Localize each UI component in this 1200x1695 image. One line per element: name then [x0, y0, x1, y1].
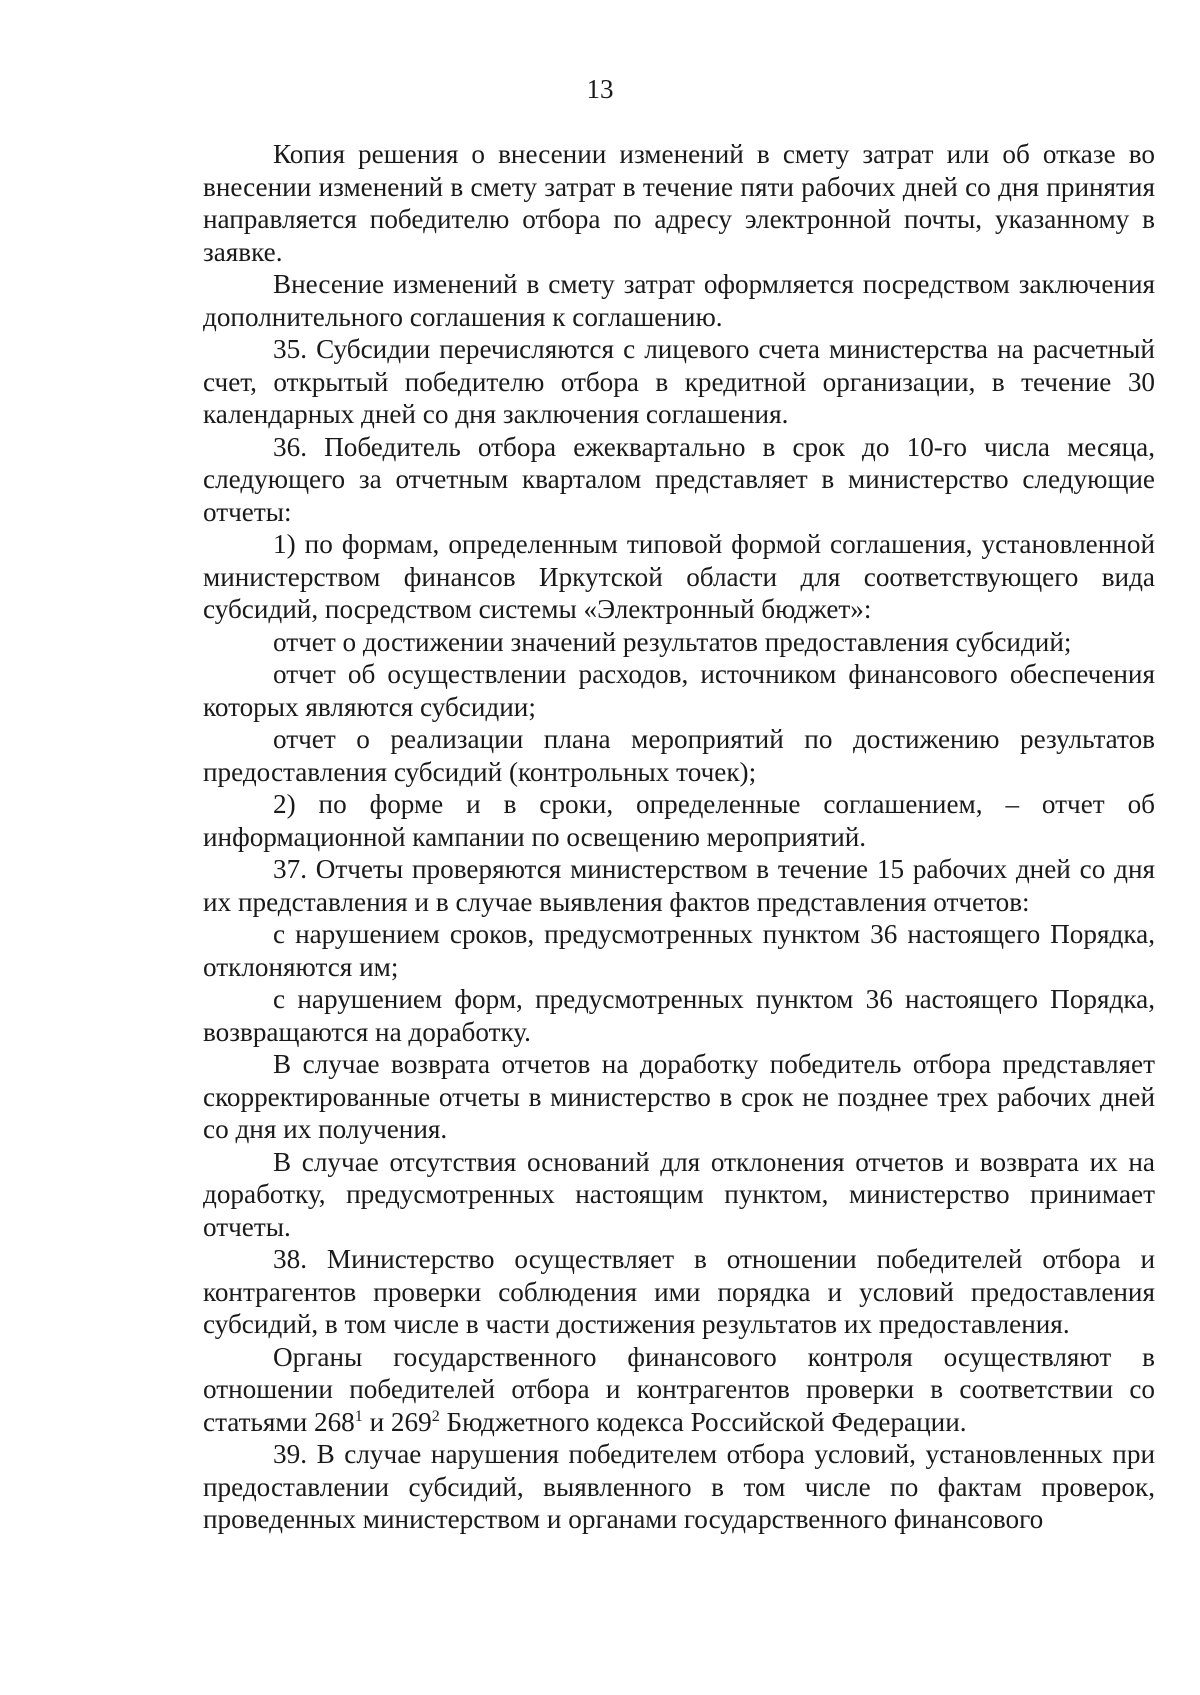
paragraph-acceptance: В случае отсутствия оснований для отклонения отчетов и возврата их на доработку, предусмотренных настоящим пунктом, министерство принимает отчеты. [203, 1146, 1155, 1242]
paragraph-report-plan: отчет о реализации плана мероприятий по достижению результатов предоставления субсидий (контрольных точек); [203, 724, 1155, 787]
paragraph-35: 35. Субсидии перечисляются с лицевого счета министерства на расчетный счет, открытый победителю отбора в кредитной организации, в течение 30 календарных дней со дня заключения соглашения. [203, 334, 1155, 429]
paragraph-financial-control [203, 1341, 1155, 1439]
paragraph-36-item-2: 2) по форме и в сроки, определенные соглашением, – отчет об информационной кампании по освещению мероприятий. [203, 789, 1155, 852]
paragraph-form-violation: с нарушением форм, предусмотренных пунктом 36 настоящего Порядка, возвращаются на доработку. [203, 984, 1155, 1047]
paragraph-deadline-violation: с нарушением сроков, предусмотренных пунктом 36 настоящего Порядка, отклоняются им; [203, 919, 1155, 982]
paragraph-38: 38. Министерство осуществляет в отношении победителей отбора и контрагентов проверки соблюдения ими порядка и условий предоставления субсидий, в том числе в части достижения результатов их предоставления. [203, 1244, 1155, 1339]
article-ref-268: 268 [313, 1406, 355, 1437]
paragraph-estimate-amendment: Внесение изменений в смету затрат оформляется посредством заключения дополнительного соглашения к соглашению. [203, 269, 1155, 332]
paragraph-return-for-revision: В случае возврата отчетов на доработку победитель отбора представляет скорректированные отчеты в министерство в срок не позднее трех рабочих дней со дня их получения. [203, 1049, 1155, 1144]
paragraph-37: 37. Отчеты проверяются министерством в течение 15 рабочих дней со дня их представления и в случае выявления фактов представления отчетов: [203, 854, 1155, 917]
paragraph-report-results: отчет о достижении значений результатов предоставления субсидий; [273, 626, 1072, 657]
paragraph-39: 39. В случае нарушения победителем отбора условий, установленных при предоставлении субсидий, выявленного в том числе по фактам проверок, проведенных министерством и органами государственного финансового [203, 1439, 1155, 1534]
article-ref-268-superscript: 1 [354, 1407, 363, 1425]
text-between-refs: и [362, 1406, 391, 1437]
article-ref-269-superscript: 2 [431, 1407, 440, 1425]
text-after-refs: Бюджетного кодекса Российской Федерации. [439, 1406, 967, 1437]
document-body [203, 138, 1155, 1536]
paragraph-36-item-1: 1) по формам, определенным типовой формой соглашения, установленной министерством финансов Иркутской области для соответствующего вида субсидий, посредством системы «Электронный бюджет»: [203, 529, 1155, 624]
paragraph-36: 36. Победитель отбора ежеквартально в срок до 10-го числа месяца, следующего за отчетным кварталом представляет в министерство следующие отчеты: [203, 431, 1155, 527]
paragraph-report-expenses: отчет об осуществлении расходов, источником финансового обеспечения которых являются субсидии; [203, 659, 1155, 722]
page-number: 13 [586, 74, 614, 104]
paragraph-estimate-decision-copy: Копия решения о внесении изменений в смету затрат или об отказе во внесении изменений в смету затрат в течение пяти рабочих дней со дня принятия направляется победителю отбора по адресу электронной почты, указанному в заявке. [203, 139, 1155, 267]
article-ref-269: 269 [390, 1406, 432, 1437]
text-before-refs: Органы государственного финансового контроля осуществляют в отношении победителей отбора и контрагентов проверки в соответствии со статьями [203, 1341, 1155, 1437]
